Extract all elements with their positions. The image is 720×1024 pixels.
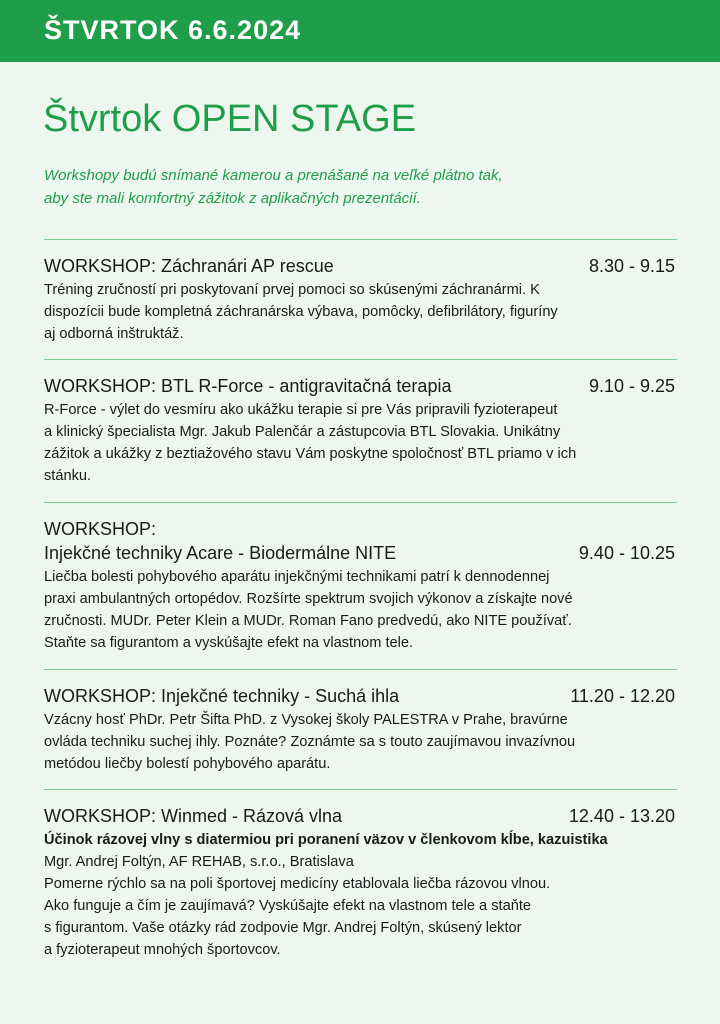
workshop-item — [44, 804, 677, 961]
workshop-title: WORKSHOP: Injekčné techniky - Suchá ihla — [44, 686, 400, 706]
description-line: a fyzioterapeut mnohých športovcov. — [44, 942, 281, 958]
divider — [44, 789, 677, 790]
description-line: Mgr. Andrej Foltýn, AF REHAB, s.r.o., Bratislava — [44, 854, 354, 870]
description-line: praxi ambulantných ortopédov. Rozšírte spektrum svojich výkonov a získajte nové — [44, 591, 573, 607]
workshop-item — [44, 374, 677, 487]
workshop-description — [44, 566, 677, 654]
workshop-time: 11.20 - 12.20 — [570, 686, 675, 706]
workshop-item — [44, 254, 677, 345]
intro-line: Workshopy budú snímané kamerou a prenášané na veľké plátno tak, — [44, 167, 503, 184]
description-line: zážitok a ukážky z beztiažového stavu Vám poskytne spoločnosť BTL priamo v ich — [44, 446, 577, 462]
description-line: Ako funguje a čím je zaujímavá? Vyskúšajte efekt na vlastnom tele a staňte — [44, 898, 531, 914]
description-line: Staňte sa figurantom a vyskúšajte efekt na vlastnom tele. — [44, 635, 414, 651]
workshop-time: 8.30 - 9.15 — [588, 256, 675, 276]
divider — [44, 669, 677, 670]
description-line: zručnosti. MUDr. Peter Klein a MUDr. Roman Fano predvedú, ako NITE používať. — [44, 613, 572, 629]
divider — [44, 502, 677, 503]
workshop-title: WORKSHOP: Záchranári AP rescue — [44, 256, 334, 276]
description-line: stánku. — [44, 468, 92, 484]
workshop-title: WORKSHOP: BTL R-Force - antigravitačná terapia — [44, 376, 452, 396]
description-line: R-Force - výlet do vesmíru ako ukážku terapie si pre Vás pripravili fyzioterapeut — [44, 402, 558, 418]
workshop-description — [44, 709, 677, 775]
workshop-time: 9.10 - 9.25 — [588, 376, 675, 396]
divider — [44, 359, 677, 360]
description-line: Liečba bolesti pohybového aparátu injekčnými technikami patrí k dennodennej — [44, 569, 550, 585]
description-line: dispozícii bude kompletná záchranárska výbava, pomôcky, defibrilátory, figuríny — [44, 304, 558, 320]
workshop-description — [44, 279, 677, 345]
description-line: s figurantom. Vaše otázky rád zodpovie Mgr. Andrej Foltýn, skúsený lektor — [44, 920, 522, 936]
workshop-item — [44, 517, 677, 654]
header-bar — [0, 0, 720, 62]
workshop-title-prefix: WORKSHOP: — [44, 519, 157, 539]
description-line: Vzácny hosť PhDr. Petr Šifta PhD. z Vysokej školy PALESTRA v Prahe, bravúrne — [44, 712, 568, 728]
workshop-title: WORKSHOP: Winmed - Rázová vlna — [44, 806, 343, 826]
workshop-time: 12.40 - 13.20 — [568, 806, 675, 826]
description-line: ovláda techniku suchej ihly. Poznáte? Zoznámte sa s touto zaujímavou invazívnou — [44, 734, 576, 750]
description-line: a klinický špecialista Mgr. Jakub Palenčár a zástupcovia BTL Slovakia. Unikátny — [44, 424, 561, 440]
page-title: Štvrtok OPEN STAGE — [43, 98, 417, 140]
description-line: aj odborná inštruktáž. — [44, 326, 184, 342]
workshop-title: Injekčné techniky Acare - Biodermálne NITE — [44, 543, 397, 563]
workshop-time: 9.40 - 10.25 — [578, 543, 675, 563]
workshop-subtitle: Účinok rázovej vlny s diatermiou pri poranení väzov v členkovom kĺbe, kazuistika — [44, 832, 608, 848]
description-line: Pomerne rýchlo sa na poli športovej medicíny etablovala liečba rázovou vlnou. — [44, 876, 551, 892]
date-title: ŠTVRTOK 6.6.2024 — [44, 15, 302, 45]
workshop-description — [44, 829, 677, 961]
intro-line: aby ste mali komfortný zážitok z aplikačných prezentácií. — [44, 190, 421, 207]
workshop-item — [44, 684, 677, 775]
description-line: metódou liečby bolestí pohybového aparátu. — [44, 756, 331, 772]
description-line: Tréning zručností pri poskytovaní prvej pomoci so skúsenými záchranármi. K — [44, 282, 540, 298]
divider — [44, 239, 677, 240]
workshop-description — [44, 399, 677, 487]
intro-text — [44, 164, 644, 210]
